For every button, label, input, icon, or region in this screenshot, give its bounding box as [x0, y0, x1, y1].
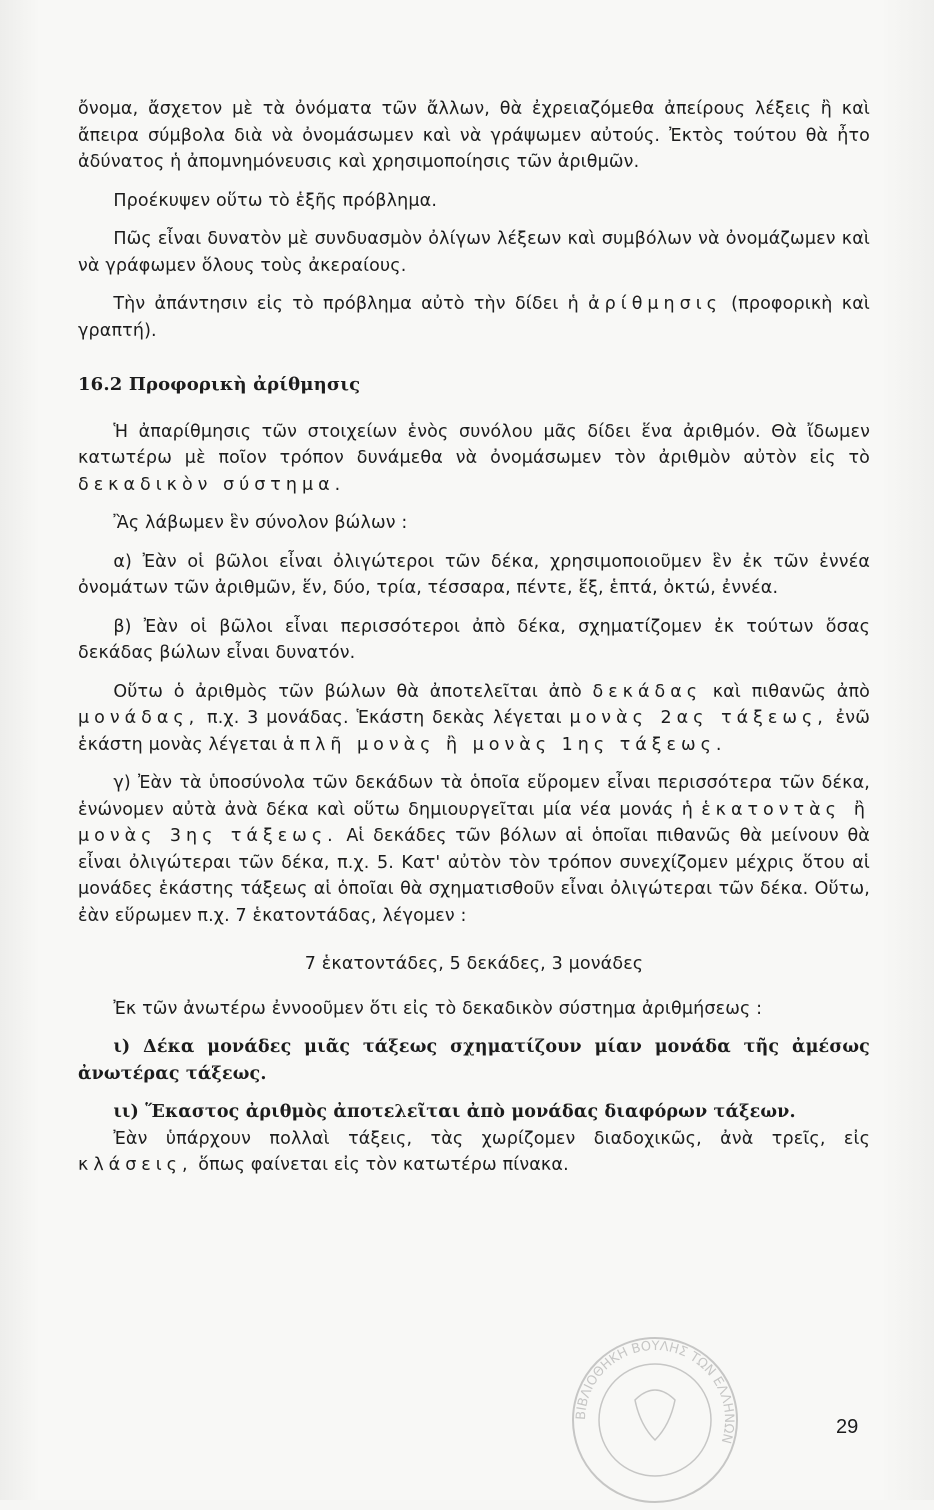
paragraph-11	[78, 996, 870, 1023]
rule-1-text: ι) Δέκα μονάδες μιᾶς τάξεως σχηματίζουν μίαν μονάδα τῆς ἀμέσως ἀνωτέρας τάξεως.	[78, 1037, 870, 1084]
term-monadas: μονάδας,	[78, 708, 200, 728]
paragraph-9e: π.χ. 3 μονάδας. Ἑκάστη δεκὰς λέγεται	[207, 708, 562, 728]
paragraph-9	[78, 679, 870, 759]
term-third-order: ἑκατοντὰς ἢ μονὰς 3ης τάξεως.	[78, 799, 870, 846]
term-decimal-system: δεκαδικὸν σύστημα.	[78, 474, 346, 495]
paragraph-3	[78, 226, 870, 279]
paragraph-10a: γ) Ἐὰν τὰ ὑποσύνολα τῶν δεκάδων τὰ ὁποῖα εὕρομεν εἶναι περισσότερα τῶν δέκα, ἑνώνομεν αὐτὰ ἀνὰ δέκα καὶ οὕτω δημιουργεῖται μία νέα μονάς ἡ	[78, 773, 870, 820]
paragraph-10	[78, 770, 870, 929]
rule-2-text: ιι) Ἕκαστος ἀριθμὸς ἀποτελεῖται ἀπὸ μονάδας διαφόρων τάξεων.	[113, 1102, 796, 1122]
paragraph-9a: Οὕτω ὁ ἀριθμὸς τῶν βώλων θὰ ἀποτελεῖται ἀπὸ	[113, 681, 582, 702]
paragraph-9g: ἐνῶ ἑκάστη μονὰς λέγεται	[78, 708, 871, 755]
paragraph-1: ὄνομα, ἄσχετον μὲ τὰ ὀνόματα τῶν ἄλλων, θὰ ἐχρειαζόμεθα ἀπείρους λέξεις ἢ καὶ ἄπειρα σύμβολα διὰ νὰ ὀνομάσωμεν καὶ νὰ γράψωμεν αὐτούς. Ἐκτὸς τούτου θὰ ἦτο ἀδύνατος ἡ ἀπομνημόνευσις καὶ χρησιμοποίησις τῶν ἀριθμῶν.	[78, 99, 870, 172]
term-first-order: ἁπλῆ μονὰς ἢ μονὰς 1ης τάξεως.	[282, 734, 727, 755]
stamp-outer-ring	[573, 1338, 737, 1502]
paragraph-8-text: β) Ἐὰν οἱ βῶλοι εἶναι περισσότεροι ἀπὸ δέκα, σχηματίζομεν ἐκ τούτων ὅσας δεκάδας βώλων εἶναι δυνατόν.	[78, 616, 870, 663]
example-line: 7 ἑκατοντάδες, 5 δεκάδες, 3 μονάδες	[304, 954, 644, 974]
rule-1	[78, 1034, 870, 1087]
stamp-emblem	[635, 1390, 675, 1440]
paragraph-7-text: α) Ἐὰν οἱ βῶλοι εἶναι ὀλιγώτεροι τῶν δέκα, χρησιμοποιοῦμεν ἓν ἐκ τῶν ἐννέα ὀνομάτων τῶν ἀριθμῶν, ἕν, δύο, τρία, τέσσαρα, πέντε, ἕξ, ἑπτά, ὀκτώ, ἐννέα.	[78, 551, 870, 598]
paragraph-3-text: Πῶς εἶναι δυνατὸν μὲ συνδυασμὸν ὀλίγων λέξεων καὶ συμβόλων νὰ ὀνομάζωμεν καὶ νὰ γράφωμεν ὅλους τοὺς ἀκεραίους.	[78, 229, 870, 276]
term-second-order: μονὰς 2ας τάξεως,	[569, 708, 828, 728]
section-heading: 16.2 Προφορικὴ ἀρίθμησις	[78, 374, 361, 395]
page-text	[78, 96, 870, 1179]
paragraph-12a: Ἐὰν ὑπάρχουν πολλαὶ τάξεις, τὰς χωρίζομεν διαδοχικῶς, ἀνὰ τρεῖς, εἰς	[113, 1128, 870, 1149]
paragraph-4a: Τὴν ἀπάντησιν εἰς τὸ πρόβλημα αὐτὸ τὴν δίδει ἡ	[113, 294, 579, 314]
paragraph-4c: (προφορικὴ καὶ γραπτή).	[78, 294, 870, 341]
paragraph-2	[78, 188, 870, 215]
rule-2	[78, 1099, 870, 1126]
paragraph-4	[78, 291, 870, 344]
term-dekadas: δεκάδας	[592, 681, 703, 702]
paragraph-7	[78, 549, 870, 602]
paragraph-8	[78, 614, 870, 667]
paragraph-5a: Ἡ ἀπαρίθμησις τῶν στοιχείων ἑνὸς συνόλου μᾶς δίδει ἕνα ἀριθμόν. Θὰ ἴδωμεν κατωτέρω μὲ ποῖον τρόπον δυνάμεθα νὰ ὀνομάσωμεν τὸν ἀριθμὸν αὐτὸν εἰς τὸ	[78, 421, 870, 468]
library-stamp	[565, 1330, 745, 1510]
paragraph-10c: Αἱ δεκάδες τῶν βόλων αἱ ὁποῖαι πιθανῶς θὰ μείνουν θὰ εἶναι ὀλιγώτεραι τῶν δέκα, π.χ. 5. Κατ' αὐτὸν τὸν τρόπον συνεχίζομεν μέχρις ὅτου αἱ μονάδες ἑκάστης τάξεως αἱ ὁποῖαι θὰ σχηματισθοῦν εἶναι ὀλιγώτεραι τῶν δέκα. Οὕτω, ἐὰν εὕρωμεν π.χ. 7 ἑκατοντάδας, λέγομεν :	[78, 826, 870, 926]
term-arithmisis: ἀρίθμησις	[588, 294, 722, 314]
paragraph-2-text: Προέκυψεν οὕτω τὸ ἑξῆς πρόβλημα.	[113, 190, 438, 211]
paragraph-9c: καὶ πιθανῶς ἀπὸ	[712, 681, 870, 702]
paragraph-11-text: Ἐκ τῶν ἀνωτέρω ἐννοοῦμεν ὅτι εἰς τὸ δεκαδικὸν σύστημα ἀριθμήσεως :	[113, 998, 763, 1019]
paragraph-12	[78, 1126, 870, 1179]
stamp-inner-ring	[599, 1364, 711, 1476]
page-number: 29	[836, 1416, 859, 1438]
paragraph-6-text: Ἂς λάβωμεν ἓν σύνολον βώλων :	[113, 513, 408, 533]
stamp-text: ΒΙΒΛΙΟΘΗΚΗ ΒΟΥΛΗΣ ΤΩΝ ΕΛΛΗΝΩΝ	[573, 1338, 737, 1446]
paragraph-12c: ὅπως φαίνεται εἰς τὸν κατωτέρω πίνακα.	[198, 1155, 569, 1175]
paragraph-5	[78, 419, 870, 499]
paragraph-6	[78, 510, 870, 537]
term-klaseis: κλάσεις,	[78, 1155, 193, 1175]
